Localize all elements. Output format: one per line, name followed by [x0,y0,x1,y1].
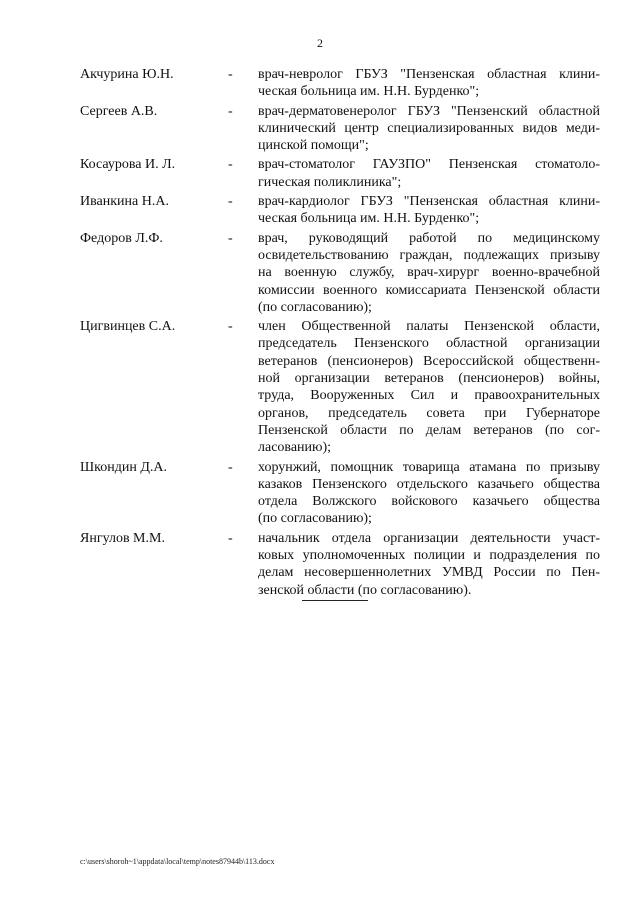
description-line: зенской области (по согласованию). [258,582,472,598]
description-line: комиссии военного комиссариата Пензенской области [258,282,600,298]
member-row [0,66,640,101]
description-line: начальник отдела организации деятельности участ- [258,530,600,546]
member-description [258,318,600,456]
member-name: Иванкина Н.А. [80,194,169,210]
description-line: отдела Волжского войскового казачьего общества [258,494,600,510]
description-line: (по согласованию); [258,511,372,527]
description-line: ветеранов (пенсионеров) Всероссийской общественн- [258,353,600,369]
description-line: гическая поликлиника"; [258,174,402,190]
description-line: ной организации ветеранов (пенсионеров) войны, [258,371,600,387]
member-row [0,103,640,155]
member-description [258,193,600,228]
description-line: казаков Пензенского отдельского казачьего общества [258,476,600,492]
member-description [258,230,600,316]
description-line: на военную службу, врач-хирург военно-врачебной [258,265,600,281]
member-dash: - [228,319,233,335]
description-line: цинской помощи"; [258,138,369,154]
description-line: труда, Вооруженных Сил и правоохранительных [258,388,600,404]
description-line: ласованию); [258,440,332,456]
member-row [0,459,640,528]
member-dash: - [228,459,233,475]
description-line: ческая больница им. Н.Н. Бурденко"; [258,211,480,227]
description-line: врач-кардиолог ГБУЗ "Пензенская областная клини- [258,194,600,210]
file-path: c:\users\shoroh~1\appdata\local\temp\notes87944b\113.docx [80,857,275,866]
description-line: ческая больница им. Н.Н. Бурденко"; [258,84,480,100]
description-line: хорунжий, помощник товарища атамана по призыву [258,459,600,475]
page-number: 2 [317,36,323,50]
member-description [258,459,600,528]
member-dash: - [228,67,233,82]
member-list [0,66,640,601]
member-name: Косаурова И. Л. [80,157,176,173]
description-line: член Общественной палаты Пензенской области, [258,319,600,335]
description-line: (по согласованию); [258,299,372,315]
member-name: Федоров Л.Ф. [80,230,163,246]
description-line: Пензенской области по делам ветеранов (по сог- [258,422,600,438]
member-row [0,193,640,228]
member-dash: - [228,103,233,119]
description-line: делам несовершеннолетних УМВД России по Пен- [258,565,600,581]
description-line: председатель Пензенского областной организации [258,336,600,352]
member-description [258,66,600,101]
member-name: Цигвинцев С.А. [80,319,176,335]
member-description [258,156,600,191]
member-row [0,230,640,316]
description-line: ковых уполномоченных полиции и подразделения по [258,548,600,564]
member-name: Акчурина Ю.Н. [80,67,174,82]
member-row [0,530,640,599]
member-name: Янгулов М.М. [80,530,165,546]
description-line: клинический центр специализированных видов меди- [258,120,600,136]
description-line: врач-дерматовенеролог ГБУЗ "Пензенский областной [258,103,600,119]
member-row [0,318,640,456]
member-name: Шкондин Д.А. [80,459,167,475]
description-line: врач-стоматолог ГАУЗПО" Пензенская стоматоло- [258,157,600,173]
member-description [258,530,600,599]
member-name: Сергеев А.В. [80,103,158,119]
member-dash: - [228,230,233,246]
member-dash: - [228,157,233,173]
description-line: врач, руководящий работой по медицинскому [258,230,600,246]
description-line: врач-невролог ГБУЗ "Пензенская областная клини- [258,67,600,82]
closing-rule [302,600,368,601]
member-dash: - [228,194,233,210]
member-dash: - [228,530,233,546]
description-line: органов, председатель совета при Губернаторе [258,405,600,421]
member-row [0,156,640,191]
member-description [258,103,600,155]
description-line: освидетельствованию граждан, подлежащих призыву [258,247,600,263]
